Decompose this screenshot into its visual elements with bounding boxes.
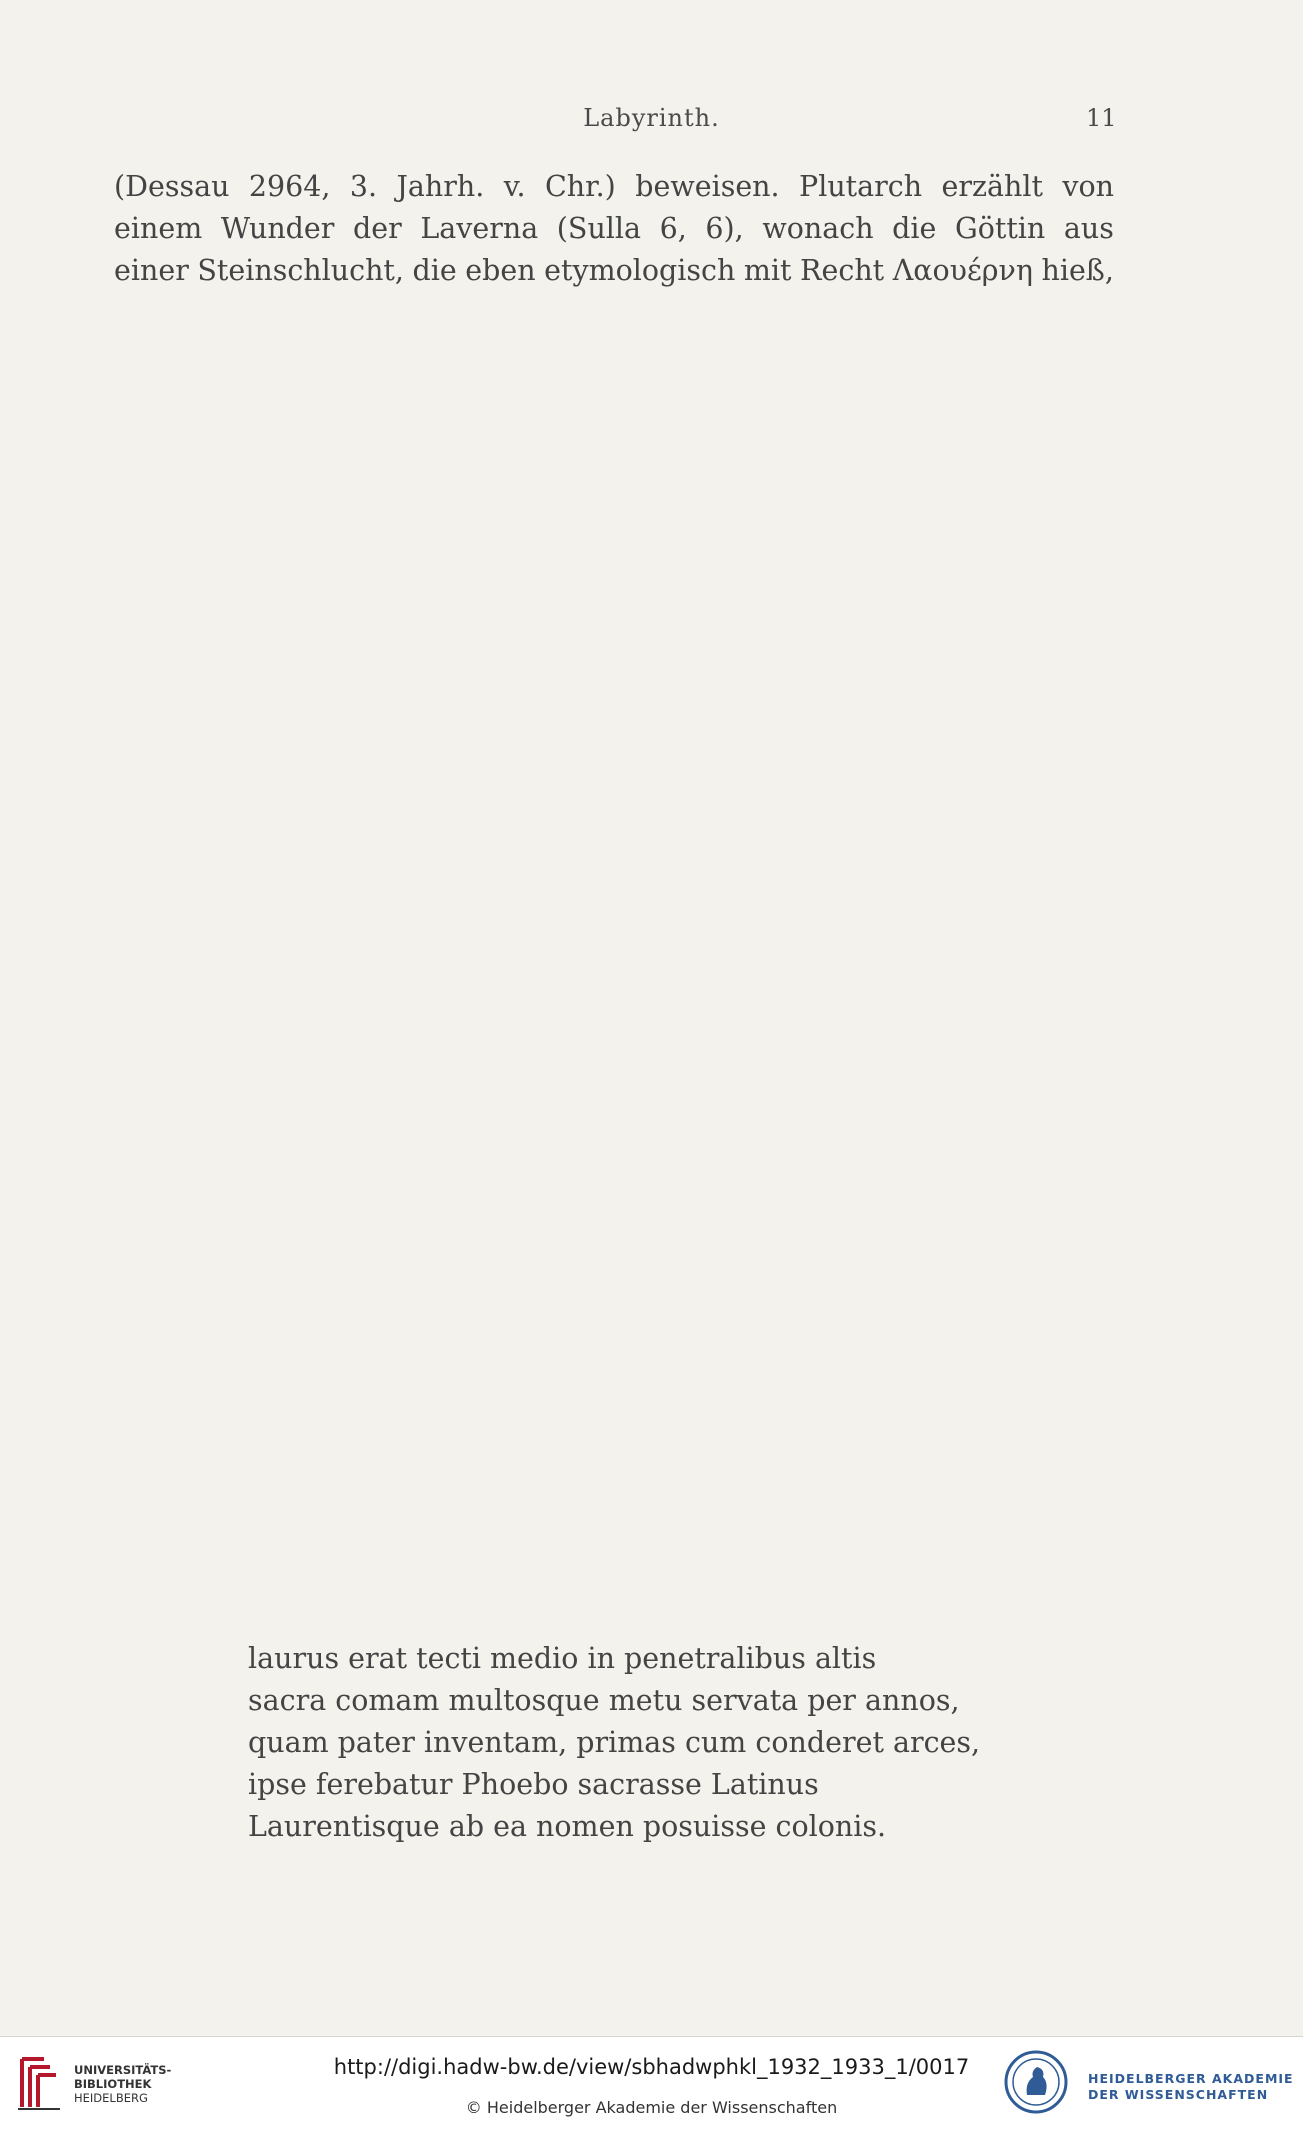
verse-line: ipse ferebatur Phoebo sacrasse Latinus bbox=[248, 1768, 819, 1801]
running-head: Labyrinth. bbox=[583, 104, 720, 132]
word: wonach bbox=[762, 212, 874, 245]
academy-name: HEIDELBERGER AKADEMIE DER WISSENSCHAFTEN bbox=[1088, 2071, 1294, 2102]
word: aus bbox=[1063, 212, 1114, 245]
word: v. bbox=[503, 170, 526, 203]
word: die bbox=[412, 254, 457, 287]
verse-line: laurus erat tecti medio in penetralibus altis bbox=[248, 1642, 877, 1675]
word: Göttin bbox=[954, 212, 1046, 245]
word: Jahrh. bbox=[396, 170, 485, 203]
word: die bbox=[892, 212, 937, 245]
word: 3. bbox=[349, 170, 378, 203]
copyright-notice: © Heidelberger Akademie der Wissenschaften bbox=[465, 2098, 838, 2117]
viewer-footer bbox=[0, 2036, 1303, 2132]
page-number: 11 bbox=[1086, 104, 1117, 132]
word: Plutarch bbox=[799, 170, 923, 203]
text-line bbox=[114, 166, 1114, 208]
word: Chr.) bbox=[544, 170, 616, 203]
word: etymologisch bbox=[544, 254, 736, 287]
verse-line: Laurentisque ab ea nomen posuisse colonis. bbox=[248, 1810, 887, 1843]
word: (Sulla bbox=[556, 212, 642, 245]
university-library-name: UNIVERSITÄTS- BIBLIOTHEK HEIDELBERG bbox=[74, 2063, 172, 2105]
word: 2964, bbox=[248, 170, 331, 203]
academy-seal-icon bbox=[1003, 2049, 1069, 2115]
word: einer bbox=[114, 254, 189, 287]
word: Laverna bbox=[420, 212, 539, 245]
word: Λαουέρνη bbox=[892, 254, 1033, 287]
word: 6), bbox=[705, 212, 744, 245]
document-url[interactable]: http://digi.hadw-bw.de/view/sbhadwphkl_1932_1933_1/0017 bbox=[333, 2055, 970, 2079]
paragraph-1 bbox=[114, 166, 1114, 292]
word: (Dessau bbox=[114, 170, 230, 203]
vergil-quotation bbox=[248, 1638, 980, 1848]
word: 6, bbox=[659, 212, 687, 245]
word: von bbox=[1062, 170, 1114, 203]
word: Recht bbox=[800, 254, 885, 287]
word: Wunder bbox=[220, 212, 335, 245]
word: hieß, bbox=[1041, 254, 1114, 287]
word: der bbox=[353, 212, 402, 245]
word: beweisen. bbox=[635, 170, 780, 203]
word: einem bbox=[114, 212, 203, 245]
word: Steinschlucht, bbox=[197, 254, 404, 287]
word: mit bbox=[743, 254, 792, 287]
verse-line: sacra comam multosque metu servata per annos, bbox=[248, 1684, 960, 1717]
text-line bbox=[114, 250, 1114, 292]
word: erzählt bbox=[941, 170, 1043, 203]
verse-line: quam pater inventam, primas cum conderet arces, bbox=[248, 1726, 981, 1759]
text-line bbox=[114, 208, 1114, 250]
word: eben bbox=[465, 254, 536, 287]
